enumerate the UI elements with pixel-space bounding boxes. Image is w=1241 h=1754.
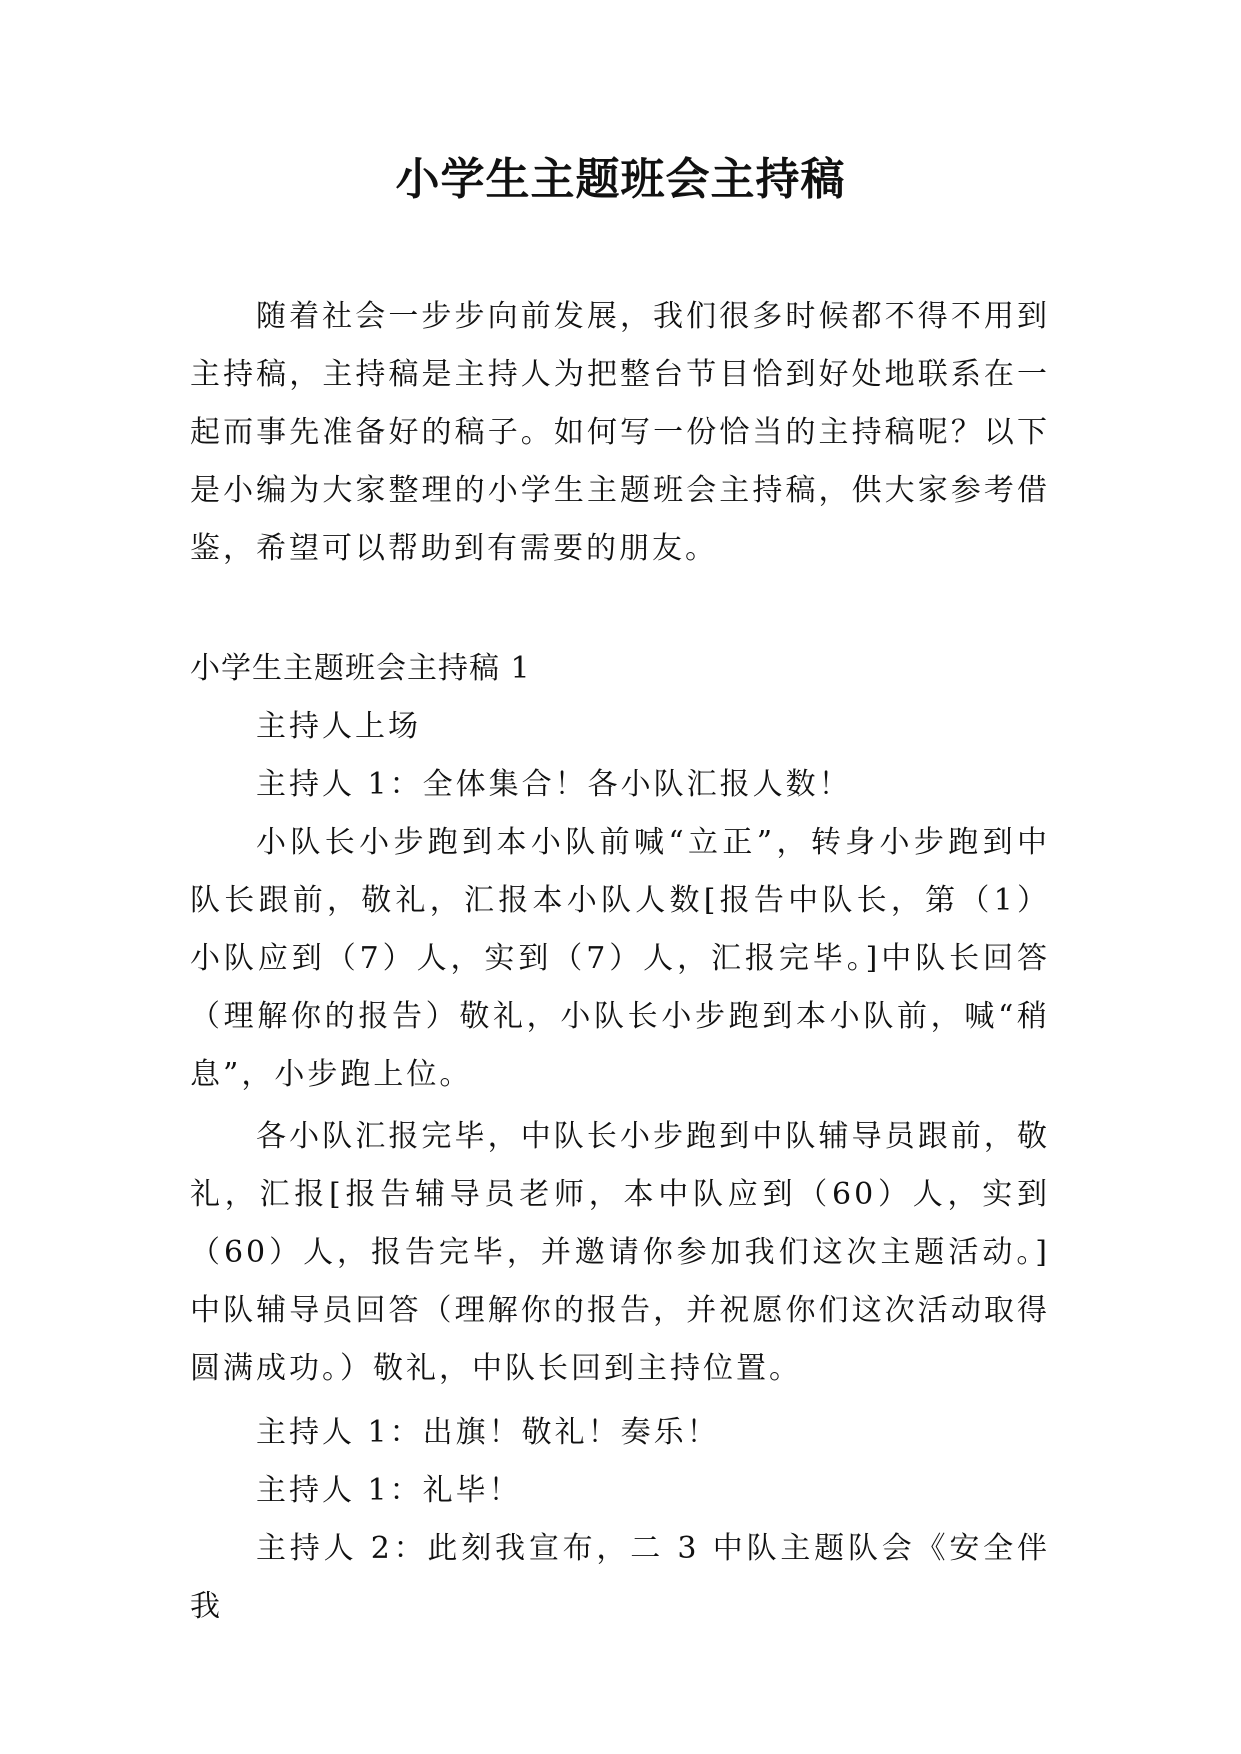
paragraph-salute-end: 主持人 1：礼毕！ <box>256 1473 522 1508</box>
section-heading: 小学生主题班会主持稿 1 <box>190 651 531 686</box>
intro-paragraph: 随着社会一步步向前发展，我们很多时候都不得不用到主持稿，主持稿是主持人为把整台节目恰到好处地联系在一起而事先准备好的稿子。如何写一份恰当的主持稿呢？以下是小编为大家整理的小学生主题班会主持稿，供大家参考借鉴，希望可以帮助到有需要的朋友。 <box>190 299 1050 566</box>
paragraph-host-enters: 主持人上场 <box>256 709 421 744</box>
paragraph-host2-announce: 主持人 2：此刻我宣布，二 3 中队主题队会《安全伴我 <box>190 1531 1050 1624</box>
paragraph-brigade-report: 各小队汇报完毕，中队长小步跑到中队辅导员跟前，敬礼，汇报[报告辅导员老师，本中队应到（60）人，实到（60）人，报告完毕，并邀请你参加我们这次主题活动。]中队辅导员回答（理解你的报告，并祝愿你们这次活动取得圆满成功。）敬礼，中队长回到主持位置。 <box>190 1119 1050 1386</box>
paragraph-host1-assemble: 主持人 1：全体集合！各小队汇报人数！ <box>256 767 852 802</box>
paragraph-squad-report: 小队长小步跑到本小队前喊“立正”，转身小步跑到中队长跟前，敬礼，汇报本小队人数[报告中队长，第（1）小队应到（7）人，实到（7）人，汇报完毕。]中队长回答（理解你的报告）敬礼，小队长小步跑到本小队前，喊“稍息”，小步跑上位。 <box>190 825 1050 1092</box>
paragraph-flag-salute: 主持人 1：出旗！敬礼！奏乐！ <box>256 1415 720 1450</box>
document-title: 小学生主题班会主持稿 <box>395 154 846 205</box>
